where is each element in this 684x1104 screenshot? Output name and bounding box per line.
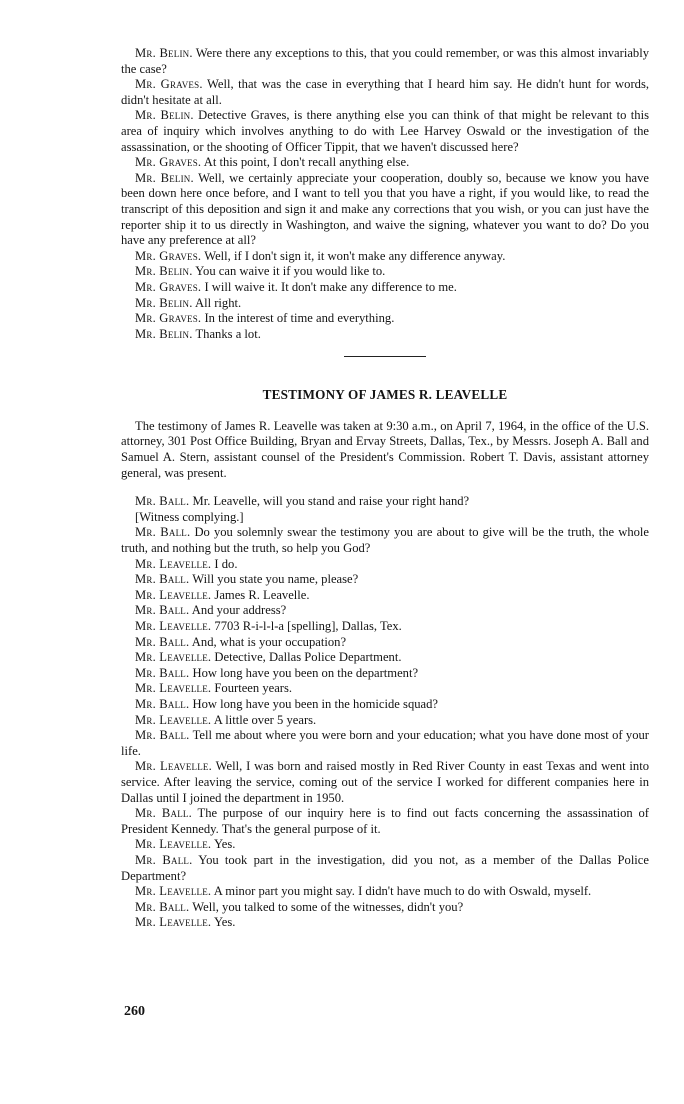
exchange-paragraph: [121, 525, 649, 556]
exchange-text: Well, we certainly appreciate your cooperation, doubly so, because we know you have been down here once before, and I want to tell you that you have a right, if you would like, to read the transcript of this deposition and sign it and make any corrections that you wish, or you can just have the reporter ship it to us directly in Washington, and waive the signing, whatever you want to do? Do you have any preference at all?: [121, 170, 649, 248]
exchange-text: Well, if I don't sign it, it won't make any difference anyway.: [201, 248, 506, 263]
stage-direction: [121, 510, 649, 526]
exchange-paragraph: [121, 557, 649, 573]
exchange-paragraph: [121, 155, 649, 171]
exchange-text: Fourteen years.: [211, 681, 293, 696]
document-page: [121, 46, 649, 931]
exchange-text: All right.: [192, 295, 242, 310]
exchange-paragraph: [121, 635, 649, 651]
exchange-text: Detective Graves, is there anything else you can think of that might be relevant to this area of inquiry which involves anything to do with Lee Harvey Oswald or the investigation of the assassination, or the shooting of Officer Tippit, that we haven't discussed here?: [121, 108, 650, 154]
speaker-name: Mr. Graves.: [135, 77, 203, 92]
exchange-text: Thanks a lot.: [192, 326, 261, 341]
exchange-text: And your address?: [189, 603, 287, 618]
exchange-paragraph: [121, 494, 649, 510]
exchange-paragraph: [121, 280, 649, 296]
exchange-paragraph: [121, 249, 649, 265]
exchange-text: Well, I was born and raised mostly in Red River County in east Texas and went into service. After leaving the service, coming out of the service I worked for different companies here in Dallas until I joined the department in 1950.: [121, 759, 650, 805]
speaker-name: Mr. Ball.: [135, 603, 190, 618]
speaker-name: Mr. Ball.: [135, 728, 190, 743]
exchange-text: Do you solemnly swear the testimony you are about to give will be the truth, the whole truth, and nothing but the truth, so help you God?: [121, 525, 650, 556]
exchange-text: I do.: [211, 556, 238, 571]
exchange-paragraph: [121, 77, 649, 108]
exchange-text: Were there any exceptions to this, that you could remember, or was this almost invariably the case?: [121, 46, 649, 76]
speaker-name: Mr. Ball.: [135, 852, 193, 867]
speaker-name: Mr. Ball.: [135, 525, 191, 540]
exchange-text: Yes.: [211, 837, 236, 852]
exchange-text: Detective, Dallas Police Department.: [211, 650, 402, 665]
speaker-name: Mr. Ball.: [135, 634, 190, 649]
exchange-paragraph: [121, 296, 649, 312]
exchange-text: How long have you been on the department?: [189, 665, 419, 680]
exchange-text: A little over 5 years.: [211, 712, 317, 727]
exchange-paragraph: [121, 171, 649, 249]
speaker-name: Mr. Ball.: [135, 806, 192, 821]
speaker-name: Mr. Ball.: [135, 696, 190, 711]
exchange-text: You took part in the investigation, did you not, as a member of the Dallas Police Department?: [121, 852, 649, 883]
speaker-name: Mr. Graves.: [135, 311, 202, 326]
exchange-paragraph: [121, 603, 649, 619]
speaker-name: Mr. Belin.: [135, 326, 193, 341]
exchange-paragraph: [121, 713, 649, 729]
exchange-text: Well, that was the case in everything that I heard him say. He didn't hunt for words, didn't hesitate at all.: [121, 77, 649, 107]
exchange-paragraph: [121, 264, 649, 280]
exchange-paragraph: [121, 619, 649, 635]
speaker-name: Mr. Belin.: [135, 170, 194, 185]
exchange-paragraph: [121, 681, 649, 697]
exchange-text: Yes.: [211, 915, 236, 930]
speaker-name: Mr. Leavelle.: [135, 587, 212, 602]
exchange-paragraph: [121, 311, 649, 327]
speaker-name: Mr. Ball.: [135, 572, 190, 587]
graves-deposition-ending: [121, 46, 649, 342]
speaker-name: Mr. Leavelle.: [135, 650, 212, 665]
speaker-name: Mr. Leavelle.: [135, 759, 212, 774]
speaker-name: Mr. Leavelle.: [135, 884, 212, 899]
exchange-text: The purpose of our inquiry here is to find out facts concerning the assassination of President Kennedy. That's the general purpose of it.: [121, 806, 649, 836]
page-number: 260: [124, 1004, 145, 1019]
exchange-paragraph: [121, 728, 649, 759]
speaker-name: Mr. Graves.: [135, 248, 202, 263]
exchange-text: In the interest of time and everything.: [201, 311, 395, 326]
exchange-text: Tell me about where you were born and your education; what you have done most of your life.: [121, 728, 650, 758]
exchange-text: A minor part you might say. I didn't have much to do with Oswald, myself.: [211, 884, 592, 899]
speaker-name: Mr. Ball.: [135, 494, 190, 509]
exchange-paragraph: [121, 327, 649, 343]
speaker-name: Mr. Belin.: [135, 108, 194, 123]
section-divider: [344, 356, 426, 357]
speaker-name: Mr. Leavelle.: [135, 915, 212, 930]
exchange-paragraph: [121, 697, 649, 713]
exchange-text: Well, you talked to some of the witnesses, didn't you?: [189, 899, 464, 914]
exchange-paragraph: [121, 650, 649, 666]
exchange-paragraph: [121, 884, 649, 900]
exchange-text: James R. Leavelle.: [211, 587, 310, 602]
exchange-paragraph: [121, 853, 649, 884]
exchange-paragraph: [121, 806, 649, 837]
speaker-name: Mr. Belin.: [135, 264, 193, 279]
exchange-text: [Witness complying.]: [135, 509, 244, 524]
exchange-paragraph: [121, 900, 649, 916]
speaker-name: Mr. Ball.: [135, 665, 190, 680]
exchange-text: I will waive it. It don't make any difference to me.: [201, 279, 457, 294]
exchange-paragraph: [121, 46, 649, 77]
intro-paragraph: The testimony of James R. Leavelle was taken at 9:30 a.m., on April 7, 1964, in the office of the U.S. attorney, 301 Post Office Building, Bryan and Ervay Streets, Dallas, Tex., by Messrs. Joseph A. Ball and Samuel A. Stern, assistant counsel of the President's Commission. Robert T. Davis, assistant attorney general, was present.: [121, 418, 649, 480]
exchange-paragraph: [121, 837, 649, 853]
speaker-name: Mr. Leavelle.: [135, 837, 212, 852]
exchange-text: And, what is your occupation?: [189, 634, 347, 649]
speaker-name: Mr. Leavelle.: [135, 556, 212, 571]
exchange-paragraph: [121, 588, 649, 604]
exchange-text: Will you state you name, please?: [189, 572, 359, 587]
exchange-paragraph: [121, 572, 649, 588]
exchange-text: 7703 R-i-l-l-a [spelling], Dallas, Tex.: [211, 619, 402, 633]
exchange-paragraph: [121, 759, 649, 806]
speaker-name: Mr. Ball.: [135, 899, 190, 914]
exchange-text: You can waive it if you would like to.: [192, 264, 386, 279]
speaker-name: Mr. Leavelle.: [135, 712, 212, 727]
speaker-name: Mr. Graves.: [135, 155, 202, 170]
exchange-text: How long have you been in the homicide squad?: [189, 696, 439, 711]
speaker-name: Mr. Belin.: [135, 46, 193, 60]
section-heading: TESTIMONY OF JAMES R. LEAVELLE: [262, 387, 508, 403]
speaker-name: Mr. Leavelle.: [135, 681, 212, 696]
speaker-name: Mr. Leavelle.: [135, 619, 212, 633]
exchange-text: At this point, I don't recall anything else.: [201, 155, 410, 170]
speaker-name: Mr. Graves.: [135, 279, 202, 294]
speaker-name: Mr. Belin.: [135, 295, 193, 310]
exchange-paragraph: [121, 666, 649, 682]
leavelle-testimony: [121, 494, 649, 931]
exchange-paragraph: [121, 915, 649, 931]
exchange-text: Mr. Leavelle, will you stand and raise your right hand?: [189, 494, 470, 509]
exchange-paragraph: [121, 108, 649, 155]
